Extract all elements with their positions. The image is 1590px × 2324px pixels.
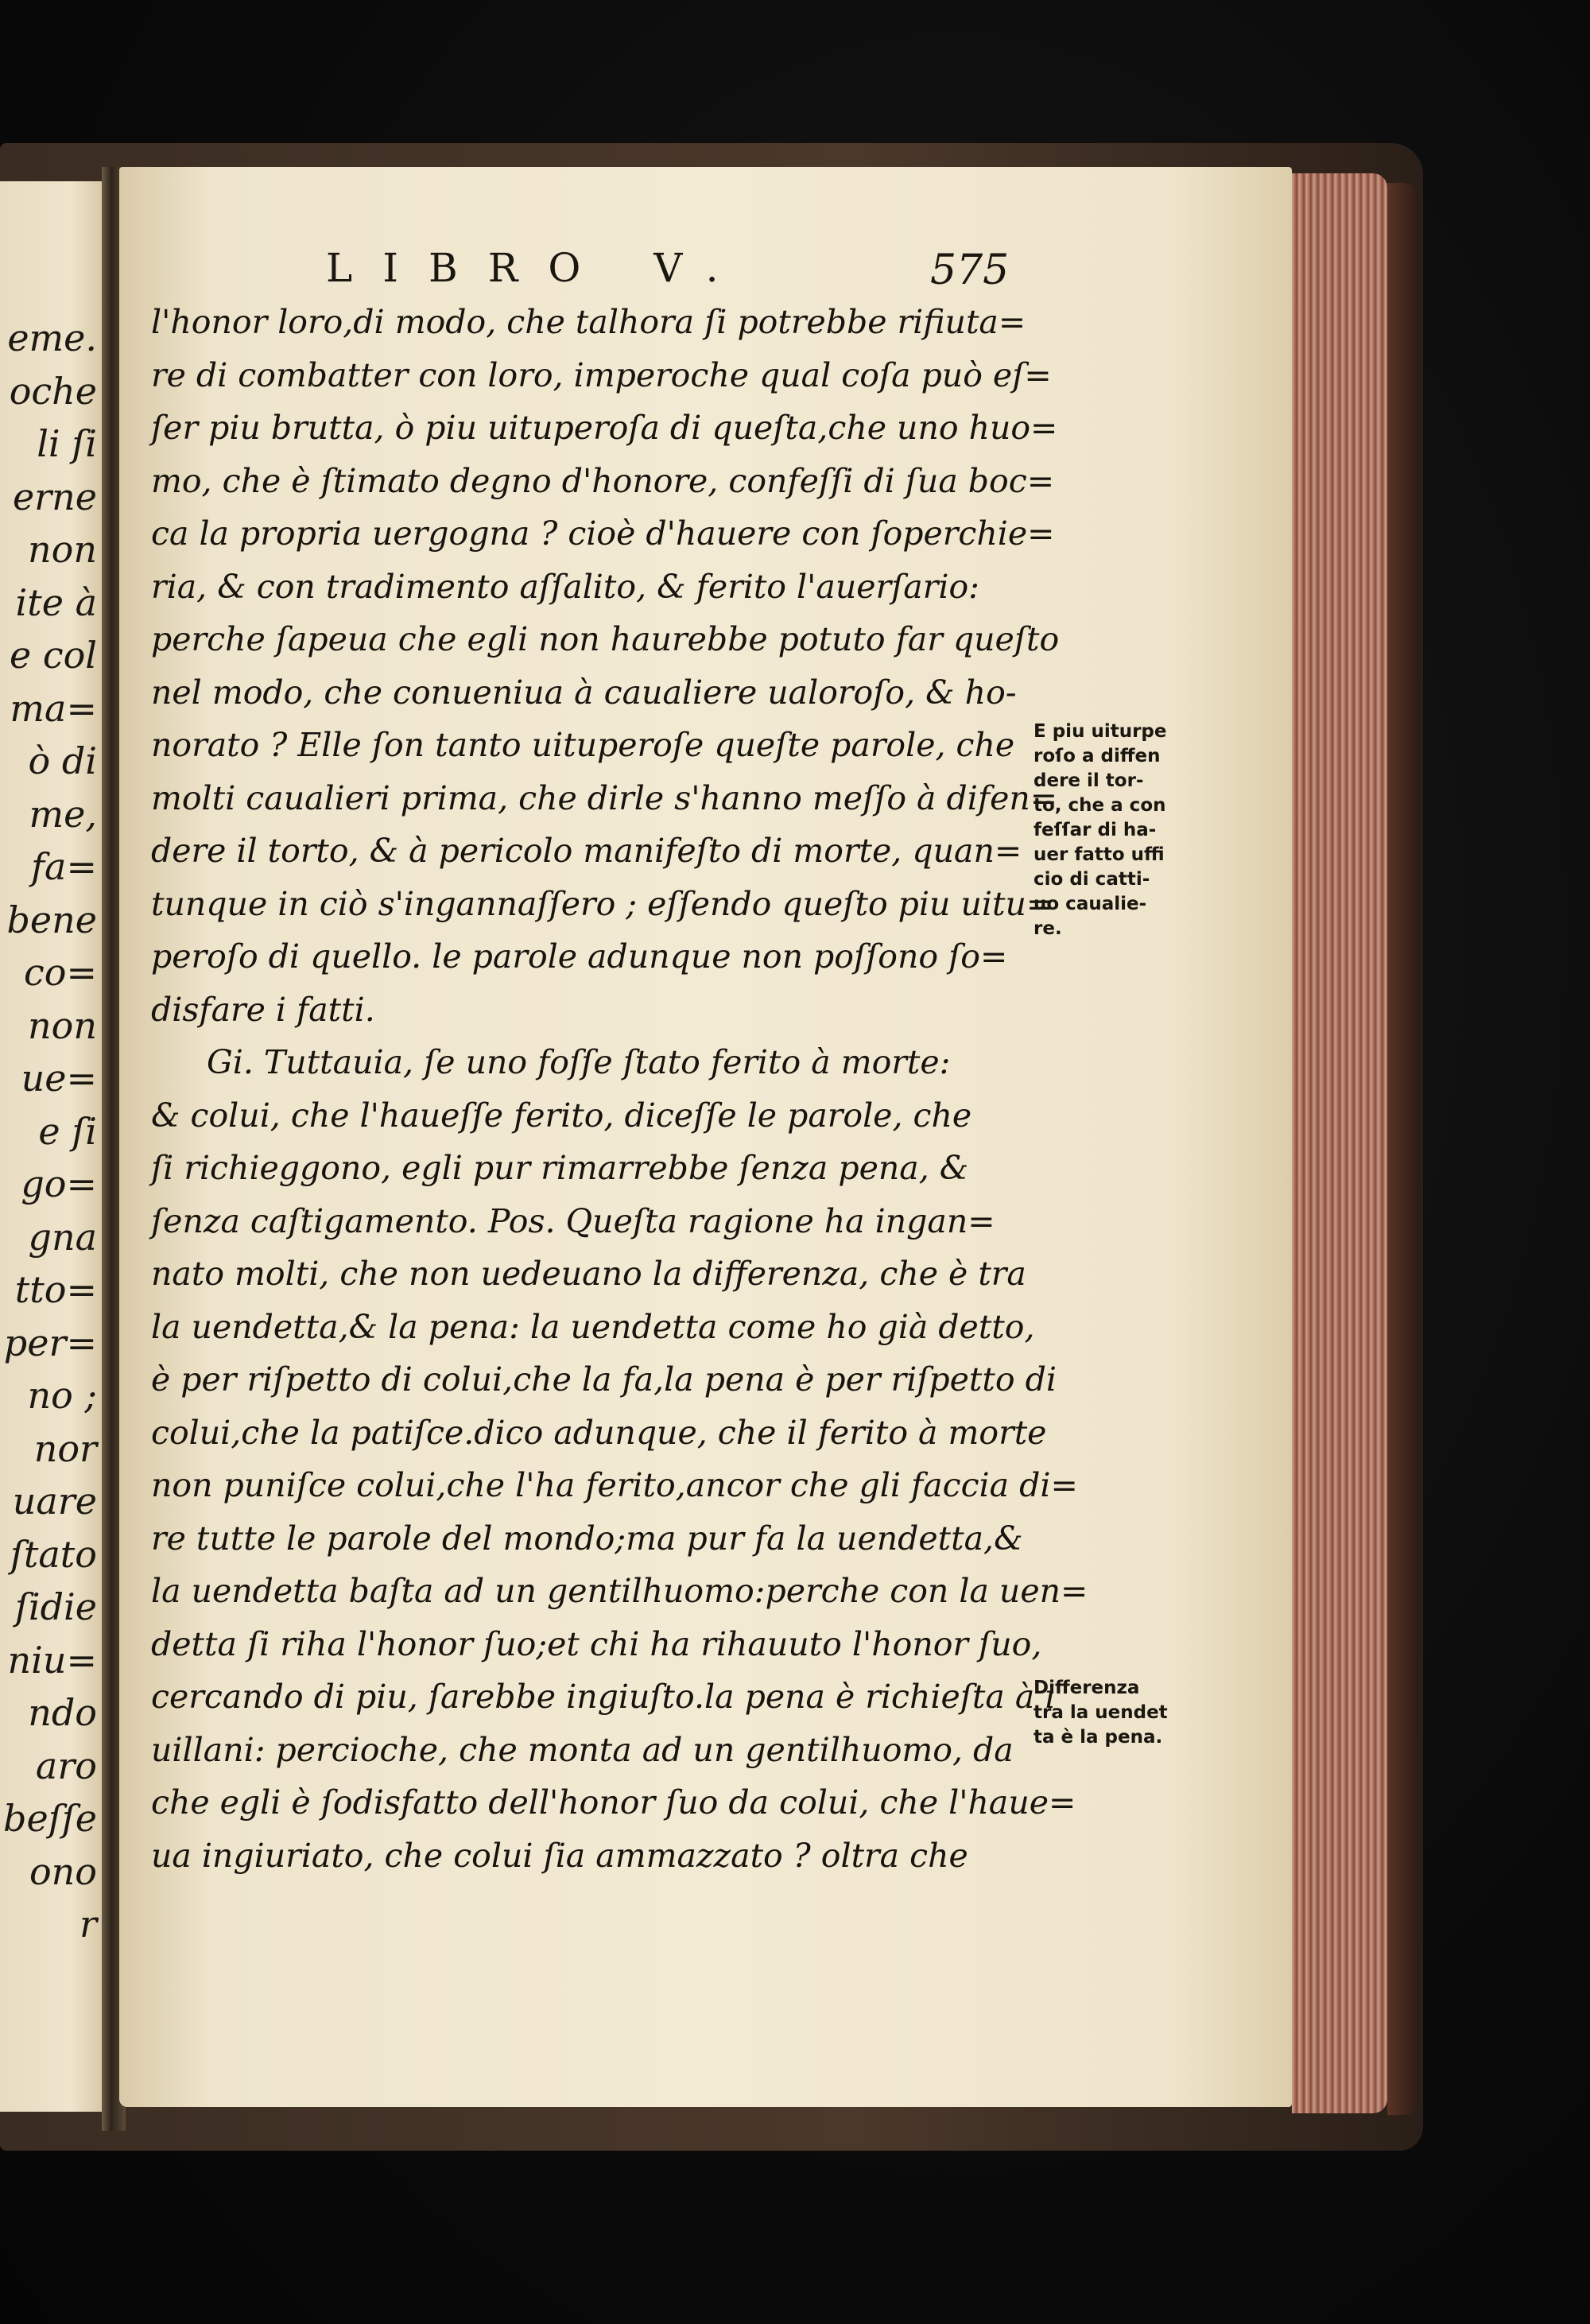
previous-page-fragment: uare [12,1480,97,1523]
margin-note-line: tra la uendet [1034,1702,1168,1723]
text-line: ca la propria uergogna ? cioè d'hauere con ſoperchie= [151,514,1055,553]
previous-page-fragment: non [28,528,97,571]
text-line: non puniſce colui,che l'ha ferito,ancor che gli faccia di= [151,1466,1078,1504]
previous-page-fragment: ma= [10,686,97,730]
text-line: colui,che la patiſce.dico adunque, che il ferito à morte [151,1413,1047,1452]
previous-page-fragment: tto= [14,1268,97,1311]
text-line: dere il torto, & à pericolo manifeſto di morte, quan= [151,832,1022,870]
previous-page-fragment: oche [9,369,97,413]
previous-page-fragment: per= [3,1321,97,1364]
page-fore-edge [1292,173,1387,2113]
previous-page-fragment: e col [9,634,97,677]
margin-note-line: cio di catti- [1034,869,1150,890]
previous-page-fragment: r [80,1903,97,1946]
margin-note-line: to, che a con [1034,795,1166,816]
margin-note-line: Differenza [1034,1678,1140,1698]
margin-note-1 [1034,720,1208,941]
text-line: uillani: percioche, che monta ad un gentilhuomo, da [151,1730,1014,1769]
previous-page-fragment: ſidie [14,1585,97,1628]
text-line: re tutte le parole del mondo;ma pur fa la uendetta,& [151,1519,1023,1558]
text-line: ua ingiuriato, che colui ſia ammazzato ? oltra che [151,1836,968,1875]
page-number: 575 [930,246,1010,294]
text-line: Gi. Tuttauia, ſe uno foſſe ſtato ferito à morte: [207,1043,951,1081]
text-line: nato molti, che non uedeuano la differenza, che è tra [151,1255,1026,1293]
previous-page-fragment: li ſi [37,422,97,465]
text-line: è per riſpetto di colui,che la fa,la pena è per riſpetto di [151,1360,1057,1399]
text-line: disfare i fatti. [151,990,375,1029]
previous-page-fragment: non [28,1003,97,1047]
previous-page-fragment: go= [21,1162,97,1205]
text-line: nel modo, che conueniua à caualiere ualoroſo, & ho- [151,673,1017,712]
previous-page-fragment: ò di [28,739,97,782]
margin-note-line: ta è la pena. [1034,1727,1163,1748]
text-line: molti caualieri prima, che dirle s'hanno meſſo à difen= [151,778,1058,817]
cover-edge-shade [1387,183,1419,2115]
margin-note-line: re. [1034,918,1062,939]
margin-note-line: E piu uiturpe [1034,721,1167,742]
margin-note-line: dere il tor- [1034,770,1144,791]
running-head-title: LIBRO V. [326,245,749,291]
margin-note-2 [1034,1676,1208,1750]
previous-page-fragment: me, [29,792,97,836]
text-line: ſenza caſtigamento. Pos. Queſta ragione ha ingan= [151,1201,995,1240]
text-line: peroſo di quello. le parole adunque non poſſono ſo= [151,937,1008,976]
previous-page-fragment: e ſi [38,1109,97,1153]
previous-page-fragment: ono [29,1849,97,1893]
previous-page-fragment: eme. [7,316,97,359]
text-line: ſer piu brutta, ò piu uituperoſa di queſta,che uno huo= [151,409,1058,447]
body-text [151,296,1088,1882]
text-line: che egli è ſodisfatto dell'honor ſuo da colui, che l'haue= [151,1783,1076,1822]
text-line: cercando di piu, ſarebbe ingiuſto.la pena è richieſta à i [151,1678,1056,1716]
previous-page-fragment: niu= [7,1638,97,1682]
text-line: tunque in ciò s'ingannaſſero ; eſſendo queſto piu uitu= [151,884,1054,923]
previous-page-fragment: erne [12,475,97,518]
previous-page-fragment: no ; [27,1374,97,1417]
previous-page-fragment: co= [24,951,97,994]
previous-page-fragment: ndo [28,1691,97,1734]
previous-page-fragment: gna [28,1215,97,1259]
text-line: & colui, che l'haueſſe ferito, diceſſe le parole, che [151,1096,972,1135]
text-line: mo, che è ſtimato degno d'honore, confeſſi di ſua boc= [151,461,1055,500]
text-line: ria, & con tradimento aſſalito, & ferito l'auerſario: [151,567,979,606]
previous-page-edge [0,181,102,2112]
margin-note-line: uo caualie- [1034,894,1147,914]
margin-note-line: roſo a diffen [1034,746,1161,766]
margin-note-line: feſſar di ha- [1034,820,1157,840]
text-line: re di combatter con loro, imperoche qual coſa può eſ= [151,355,1052,394]
previous-page-fragment: nor [33,1426,97,1470]
previous-page-fragment: ue= [21,1057,97,1100]
previous-page-fragment: bene [6,898,97,941]
text-line: detta ſi riha l'honor ſuo;et chi ha rihauuto l'honor ſuo, [151,1624,1042,1663]
text-line: ſi richieggono, egli pur rimarrebbe ſenza pena, & [151,1149,969,1187]
previous-page-fragment: fa= [31,845,97,888]
previous-page-fragment: ſtato [10,1532,97,1576]
previous-page-fragment: beſſe [3,1797,97,1840]
text-line: l'honor loro,di modo, che talhora ſi potrebbe rifiuta= [151,303,1026,341]
text-line: la uendetta,& la pena: la uendetta come ho già detto, [151,1307,1035,1346]
margin-note-line: uer fatto uffi [1034,844,1165,865]
text-line: perche ſapeua che egli non haurebbe potuto far queſto [151,620,1060,658]
previous-page-fragment: aro [35,1744,97,1787]
text-line: norato ? Elle ſon tanto uituperoſe queſte parole, che [151,726,1015,764]
previous-page-fragment: ite à [15,580,97,624]
text-line: la uendetta baſta ad un gentilhuomo:perche con la uen= [151,1572,1088,1610]
